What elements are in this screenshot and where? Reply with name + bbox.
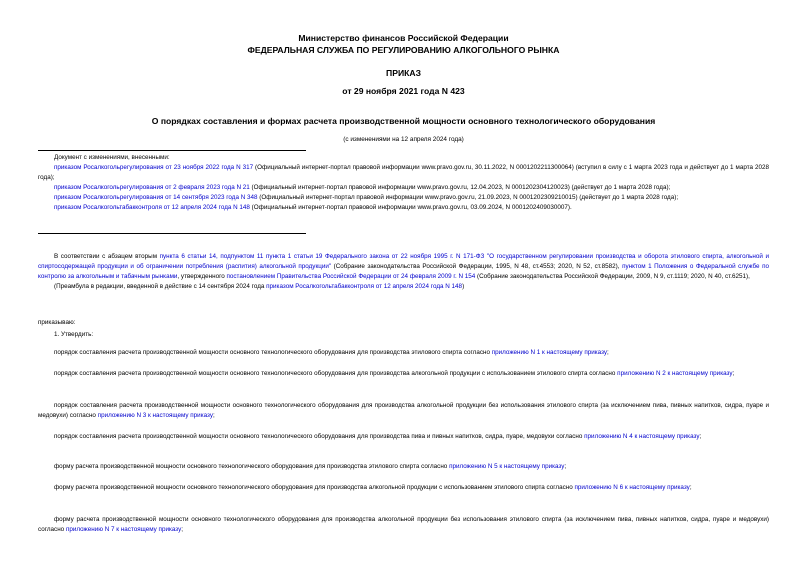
appendix-link[interactable]: приложению N 2 к настоящему приказу [617,370,733,377]
preamble-note: (Преамбула в редакции, введенной в действие с 14 сентября 2024 года приказом Росалкогольтабакконтроля от 12 апреля 2024 года N 148) [54,283,465,290]
change-link[interactable]: приказом Росалкогольрегулирования от 23 ноября 2022 года N 317 [54,164,254,171]
doc-subtitle: (с изменениями на 12 апреля 2024 года) [343,136,464,143]
doc-type: ПРИКАЗ [386,68,421,78]
order-item: форму расчета производственной мощности основного технологического оборудования для производства этилового спирта согласно приложению N 5 к настоящему приказу; [54,463,567,470]
note-link[interactable]: приказом Росалкогольтабакконтроля от 12 апреля 2024 года N 148 [266,283,463,290]
law-link[interactable]: пункта 6 статьи 14, подпунктом 11 пункта 1 статьи 19 Федерального закона от 22 ноября 1995 г. N 171-ФЗ "О государственном регулировании производства и оборота этилового спирта, алкогольной и спиртосодержащей продукции и об ограничении потребления (распития) алкогольной продукции" [38,253,769,270]
appendix-link[interactable]: приложению N 5 к настоящему приказу [449,463,565,470]
changes-intro: Документ с изменениями, внесенными: [54,154,170,161]
divider-top [38,150,306,151]
doc-date-number: от 29 ноября 2021 года N 423 [342,86,465,96]
appendix-link[interactable]: приложению N 6 к настоящему приказу [574,484,690,491]
appendix-link[interactable]: приложению N 1 к настоящему приказу [491,349,608,356]
changes-list [38,153,769,213]
change-link[interactable]: приказом Росалкогольрегулирования от 2 февраля 2023 года N 21 [54,184,250,191]
divider-bottom [38,233,306,234]
change-link[interactable]: приказом Росалкогольрегулирования от 14 сентября 2023 года N 348 [54,194,258,201]
appendix-link[interactable]: приложению N 3 к настоящему приказу [97,412,213,419]
doc-title: О порядках составления и формах расчета производственной мощности основного технологического оборудования [151,116,656,126]
appendix-link[interactable]: приложению N 4 к настоящему приказу [584,433,700,440]
agency-name: ФЕДЕРАЛЬНАЯ СЛУЖБА ПО РЕГУЛИРОВАНИЮ АЛКОГОЛЬНОГО РЫНКА [247,45,560,55]
order-item: форму расчета производственной мощности основного технологического оборудования для производства алкогольной продукции с использованием этилового спирта согласно приложению N 6 к настоящему приказу; [54,484,692,491]
change-link[interactable]: приказом Росалкогольтабакконтроля от 12 апреля 2024 года N 148 [54,204,250,211]
order-item: порядок составления расчета производственной мощности основного технологического оборудования для производства алкогольной продукции с использованием этилового спирта согласно приложению N 2 к настоящему приказу; [54,370,735,377]
order-orders: приказываю: [38,319,76,326]
change-item: приказом Росалкогольрегулирования от 2 февраля 2023 года N 21 (Официальный интернет-портал правовой информации www.pravo.gov.ru, 12.04.2023, N 0001202304120023) (действует до 1 марта 2028 года); [54,184,671,191]
order-item: форму расчета производственной мощности основного технологического оборудования для производства алкогольной продукции без использования этилового спирта (за исключением пива, пивных напитков, сидра, пуаре и медовухи) согласно приложению N 7 к настоящему приказу; [38,516,769,533]
change-item: приказом Росалкогольтабакконтроля от 12 апреля 2024 года N 148 (Официальный интернет-портал правовой информации www.pravo.gov.ru, 03.09.2024, N 0001202409030007). [54,204,572,211]
ministry-name: Министерство финансов Российской Федерации [298,33,509,43]
decree-link[interactable]: постановлением Правительства Российской Федерации от 24 февраля 2009 г. N 154 [226,273,476,280]
order-approve: 1. Утвердить: [54,331,94,338]
regulation-link[interactable]: пунктом 1 Положения о Федеральной службе по контролю за алкогольным и табачным рынками [38,263,769,280]
order-item: порядок составления расчета производственной мощности основного технологического оборудования для производства этилового спирта согласно приложению N 1 к настоящему приказу; [54,349,609,356]
appendix-link[interactable]: приложению N 7 к настоящему приказу [65,526,182,533]
change-item: приказом Росалкогольрегулирования от 14 сентября 2023 года N 348 (Официальный интернет-портал правовой информации www.pravo.gov.ru, 21.09.2023, N 0001202309210015) (действует до 1 марта 2028 года); [54,194,679,201]
change-item: приказом Росалкогольрегулирования от 23 ноября 2022 года N 317 (Официальный интернет-портал правовой информации www.pravo.gov.ru, 30.11.2022, N 0001202211300064) (вступил в силу с 1 марта 2023 года и действует до 1 марта 2028 года); [38,164,769,181]
order-item: порядок составления расчета производственной мощности основного технологического оборудования для производства алкогольной продукции без использования этилового спирта (за исключением пива, пивных напитков, сидра, пуаре и медовухи) согласно приложению N 3 к настоящему приказу; [38,402,769,419]
preamble-text: В соответствии с абзацем вторым пункта 6 статьи 14, подпунктом 11 пункта 1 статьи 19 Федерального закона от 22 ноября 1995 г. N 171-ФЗ "О государственном регулировании производства и оборота этилового спирта, алкогольной и спиртосодержащей продукции и об ограничении потребления (распития) алкогольной продукции" (Собрание законодательства Российской Федерации, 1995, N 48, ст.4553; 2020, N 52, ст.8582), пунктом 1 Положения о Федеральной службе по контролю за алкогольным и табачным рынками, утвержденного постановлением Правительства Российской Федерации от 24 февраля 2009 г. N 154 (Собрание законодательства Российской Федерации, 2009, N 9, ст.1119; 2020, N 40, ст.6251), [38,253,769,280]
order-item: порядок составления расчета производственной мощности основного технологического оборудования для производства пива и пивных напитков, сидра, пуаре, медовухи согласно приложению N 4 к настоящему приказу; [54,433,702,440]
preamble [38,252,769,292]
